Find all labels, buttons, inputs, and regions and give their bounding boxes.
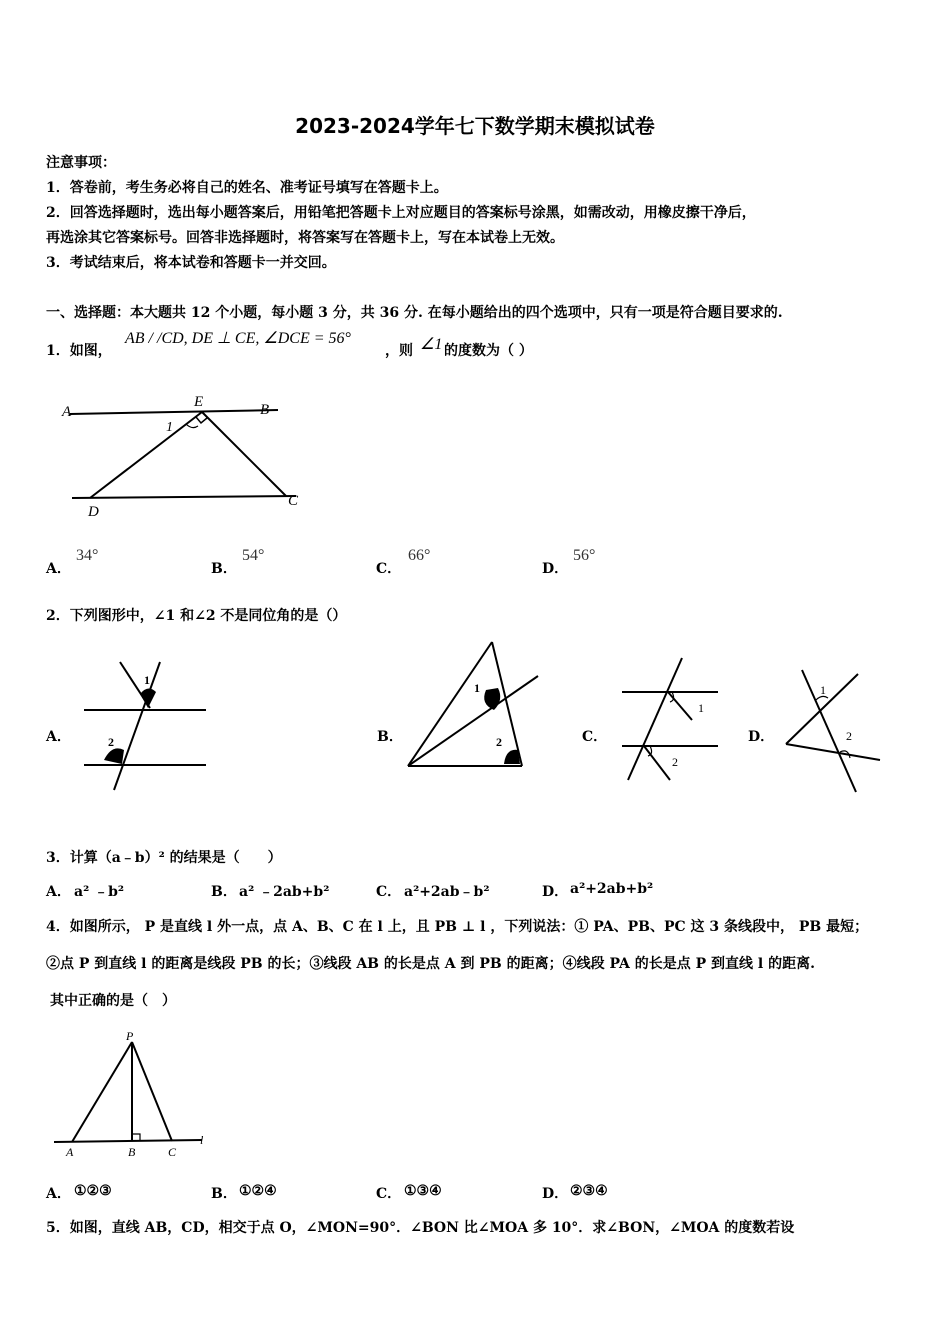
q3-option-c[interactable]: C．: [376, 884, 402, 900]
q4-option-a-value: ①②③: [74, 1183, 112, 1199]
svg-text:1: 1: [698, 701, 704, 715]
label-l: l: [200, 1133, 204, 1147]
label-d: D: [88, 504, 99, 520]
q2-option-b[interactable]: B．: [377, 729, 403, 745]
q5-text: 5．如图，直线 AB，CD，相交于点 O，∠MON=90°．∠BON 比∠MOA 多 10°．求∠BON，∠MOA 的度数若设: [46, 1220, 795, 1236]
q4-option-a[interactable]: A．: [46, 1186, 71, 1202]
label-b: B: [260, 402, 270, 418]
svg-text:2: 2: [672, 755, 678, 769]
svg-text:1: 1: [820, 683, 826, 697]
label-a: A: [62, 404, 72, 420]
notice-item: 再选涂其它答案标号。回答非选择题时，将答案写在答题卡上，写在本试卷上无效。: [46, 230, 564, 246]
label-a: A: [66, 1145, 74, 1159]
q4-line3: 其中正确的是（ ）: [50, 993, 176, 1009]
svg-text:2: 2: [108, 735, 114, 749]
q1-option-d-value: 56°: [573, 547, 596, 564]
q1-angle: ∠1: [420, 336, 443, 353]
q4-option-d[interactable]: D．: [542, 1186, 569, 1202]
q4-figure: [52, 1030, 212, 1160]
label-c: C: [288, 493, 299, 509]
q2-figure-c: [620, 656, 725, 786]
q1-suffix: 的度数为（ ）: [444, 343, 533, 359]
notice-item: 3．考试结束后，将本试卷和答题卡一并交回。: [46, 255, 336, 271]
q1-option-b-value: 54°: [242, 547, 265, 564]
svg-text:1: 1: [144, 673, 150, 687]
q4-line2: ②点 P 到直线 l 的距离是线段 PB 的长；③线段 AB 的长是点 A 到 PB 的距离；④线段 PA 的长是点 P 到直线 l 的距离.: [46, 956, 815, 972]
q1-option-a-value: 34°: [76, 547, 99, 564]
q4-option-b-value: ①②④: [239, 1183, 277, 1199]
q3-option-d-value: a²+2ab+b²: [570, 881, 654, 897]
label-1: 1: [166, 420, 173, 435]
q2-figure-b: [404, 640, 544, 770]
notice-item: 2．回答选择题时，选出每小题答案后，用铅笔把答题卡上对应题目的答案标号涂黑，如需改动，用橡皮擦干净后，: [46, 205, 756, 221]
label-p: P: [126, 1029, 134, 1043]
q1-option-c[interactable]: C．: [376, 561, 402, 577]
q1-mid: ，则: [385, 343, 413, 359]
q4-option-c-value: ①③④: [404, 1183, 442, 1199]
section-heading: 一、选择题：本大题共 12 个小题，每小题 3 分，共 36 分. 在每小题给出的四个选项中，只有一项是符合题目要求的.: [46, 305, 783, 321]
q2-figure-d: [782, 668, 887, 798]
notice-heading: 注意事项：: [46, 155, 116, 171]
notice-item: 1．答卷前，考生务必将自己的姓名、准考证号填写在答题卡上。: [46, 180, 448, 196]
q2-figure-a: [84, 660, 209, 795]
q1-option-a[interactable]: A．: [46, 561, 71, 577]
q4-option-b[interactable]: B．: [211, 1186, 237, 1202]
q4-option-d-value: ②③④: [570, 1183, 608, 1199]
q2-option-a[interactable]: A．: [46, 729, 71, 745]
q3-option-d[interactable]: D．: [542, 884, 569, 900]
q4-line1: 4．如图所示， P 是直线 l 外一点，点 A、B、C 在 l 上，且 PB ⊥ l ，下列说法：① PA、PB、PC 这 3 条线段中， PB 最短；: [46, 919, 869, 935]
q1-option-c-value: 66°: [408, 547, 431, 564]
q3-option-a-value: a² ﹣b²: [74, 884, 124, 900]
q2-option-d[interactable]: D．: [748, 729, 775, 745]
q2-option-c[interactable]: C．: [582, 729, 608, 745]
q3-option-b-value: a² ﹣2ab+b²: [239, 884, 330, 900]
q3-option-b[interactable]: B．: [211, 884, 237, 900]
q4-option-c[interactable]: C．: [376, 1186, 402, 1202]
q3-option-c-value: a²+2ab﹣b²: [404, 884, 490, 900]
svg-text:2: 2: [846, 729, 852, 743]
q3-text: 3．计算（a﹣b）² 的结果是（ ）: [46, 850, 282, 866]
page-title: 2023-2024学年七下数学期末模拟试卷: [295, 114, 655, 138]
q1-prefix: 1．如图，: [46, 343, 112, 359]
q1-option-b[interactable]: B．: [211, 561, 237, 577]
svg-text:1: 1: [474, 681, 480, 695]
q1-figure: [60, 388, 320, 523]
label-b: B: [128, 1145, 136, 1159]
q2-text: 2．下列图形中，∠1 和∠2 不是同位角的是（）: [46, 608, 347, 624]
svg-text:2: 2: [496, 735, 502, 749]
label-e: E: [194, 394, 204, 410]
q3-option-a[interactable]: A．: [46, 884, 71, 900]
q1-condition: AB / /CD, DE ⊥ CE, ∠DCE = 56°: [125, 330, 351, 347]
q1-option-d[interactable]: D．: [542, 561, 569, 577]
label-c: C: [168, 1145, 177, 1159]
